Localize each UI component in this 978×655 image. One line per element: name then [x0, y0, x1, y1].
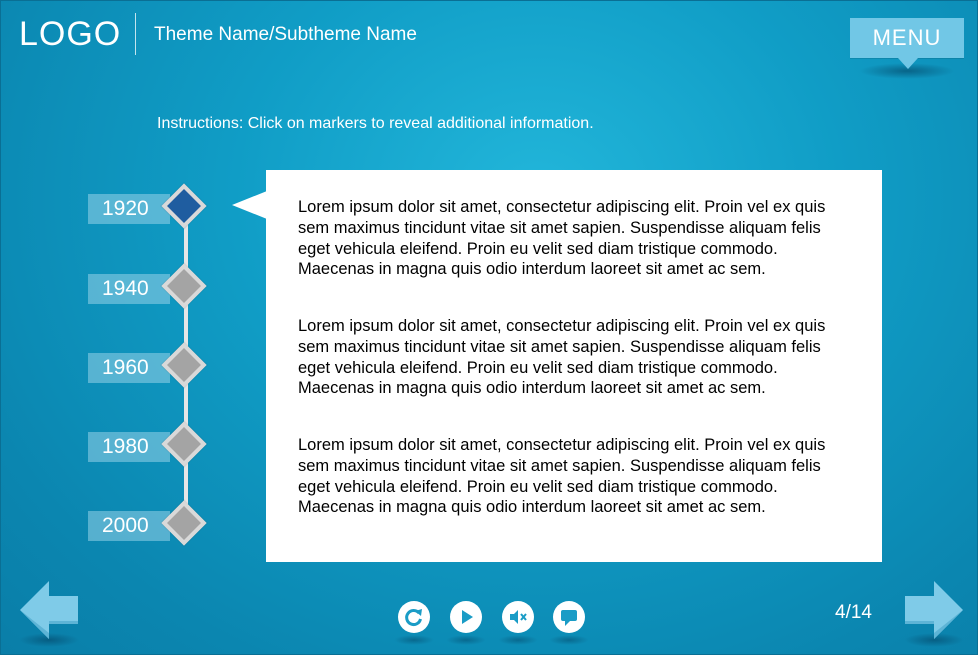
replay-button[interactable] — [398, 601, 430, 633]
callout-paragraph: Lorem ipsum dolor sit amet, consectetur adipiscing elit. Proin vel ex quis sem maximus tincidunt vitae sit amet sapien. Suspendisse aliquam felis eget vehicula eleifend. Proin eu velit sed diam tristique commodo. Maecenas in magna quis odio interdum laoreet sit amet ac sem. — [298, 436, 826, 517]
page-indicator: 4/14 — [835, 602, 872, 623]
control-shadow — [446, 635, 486, 645]
header-divider — [135, 13, 136, 55]
next-button[interactable] — [905, 581, 963, 639]
timeline-year-label[interactable]: 2000 — [88, 511, 170, 541]
timeline-year-label[interactable]: 1960 — [88, 353, 170, 383]
arrow-left-icon — [20, 581, 78, 639]
play-button[interactable] — [450, 601, 482, 633]
timeline-year-label[interactable]: 1940 — [88, 274, 170, 304]
control-shadow — [549, 635, 589, 645]
control-shadow — [394, 635, 434, 645]
instructions-text: Instructions: Click on markers to reveal additional information. — [157, 115, 594, 132]
callout-paragraph: Lorem ipsum dolor sit amet, consectetur adipiscing elit. Proin vel ex quis sem maximus tincidunt vitae sit amet sapien. Suspendisse aliquam felis eget vehicula eleifend. Proin eu velit sed diam tristique commodo. Maecenas in magna quis odio interdum laoreet sit amet ac sem. — [298, 198, 826, 279]
mute-button[interactable] — [502, 601, 534, 633]
timeline-year-label[interactable]: 1980 — [88, 432, 170, 462]
timeline-year-label[interactable]: 1920 — [88, 194, 170, 224]
logo: LOGO — [19, 15, 122, 53]
mute-icon — [502, 601, 534, 633]
prev-button[interactable] — [20, 581, 78, 639]
menu-notch — [898, 58, 918, 69]
menu-button[interactable] — [850, 18, 964, 58]
info-callout — [266, 170, 882, 562]
menu-label: MENU — [872, 25, 942, 50]
callout-paragraph: Lorem ipsum dolor sit amet, consectetur adipiscing elit. Proin vel ex quis sem maximus tincidunt vitae sit amet sapien. Suspendisse aliquam felis eget vehicula eleifend. Proin eu velit sed diam tristique commodo. Maecenas in magna quis odio interdum laoreet sit amet ac sem. — [298, 317, 826, 398]
play-icon — [450, 601, 482, 633]
callout-pointer — [232, 191, 267, 219]
arrow-right-icon — [905, 581, 963, 639]
comment-button[interactable] — [553, 601, 585, 633]
control-shadow — [498, 635, 538, 645]
replay-icon — [398, 601, 430, 633]
theme-title: Theme Name/Subtheme Name — [154, 24, 417, 45]
comment-icon — [553, 601, 585, 633]
